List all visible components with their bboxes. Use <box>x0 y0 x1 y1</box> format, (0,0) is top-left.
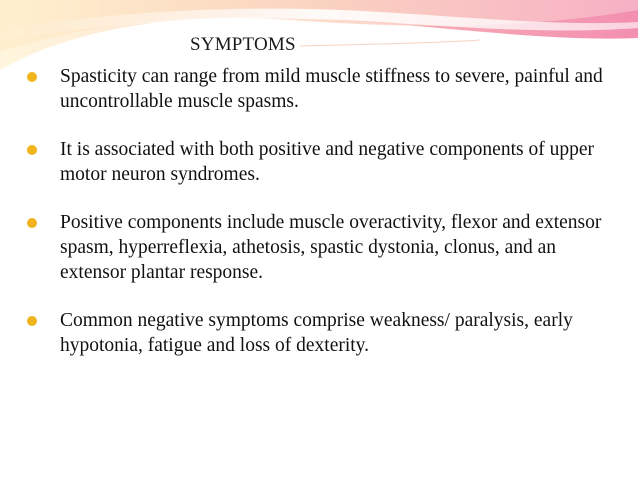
bullet-dot-icon <box>27 316 37 326</box>
slide-title: SYMPTOMS <box>190 34 296 55</box>
swoosh-line <box>300 40 480 46</box>
bullet-item <box>44 137 624 187</box>
bullet-text: Spasticity can range from mild muscle stiffness to severe, painful and uncontrollable muscle spasms. <box>60 66 603 112</box>
bullet-text: Common negative symptoms comprise weakness/ paralysis, early hypotonia, fatigue and loss of dexterity. <box>60 310 573 356</box>
bullet-dot-icon <box>27 72 37 82</box>
bullet-item <box>44 308 624 358</box>
bullet-item <box>44 64 624 114</box>
bullet-text: It is associated with both positive and negative components of upper motor neuron syndromes. <box>60 139 594 185</box>
bullet-list <box>44 64 624 381</box>
bullet-item <box>44 210 624 285</box>
bullet-dot-icon <box>27 218 37 228</box>
bullet-dot-icon <box>27 145 37 155</box>
bullet-text: Positive components include muscle overactivity, flexor and extensor spasm, hyperreflexia, athetosis, spastic dystonia, clonus, and an extensor plantar response. <box>60 212 602 283</box>
